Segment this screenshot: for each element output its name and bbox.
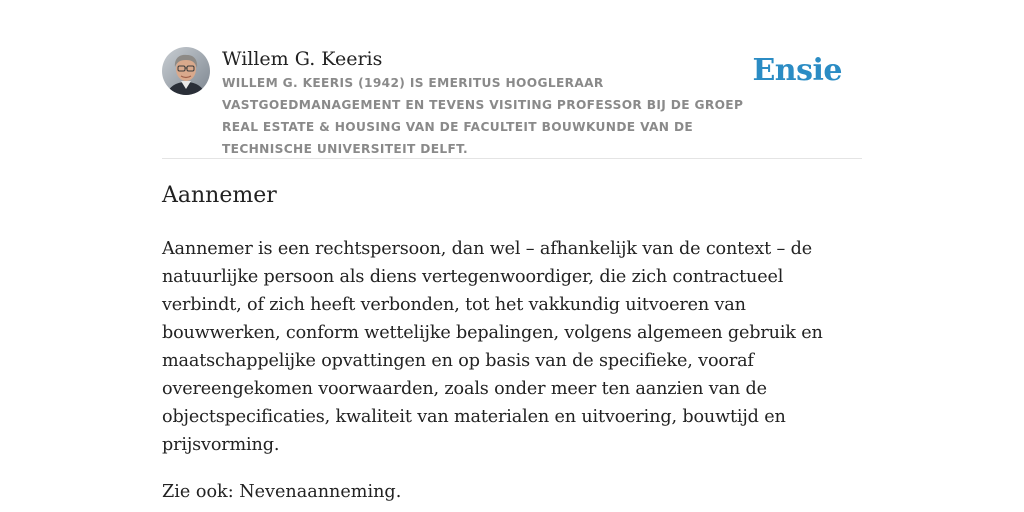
author-name[interactable]: Willem G. Keeris bbox=[222, 48, 383, 70]
entry-title: Aannemer bbox=[162, 183, 277, 208]
see-also-link-nevenaanneming[interactable]: Nevenaanneming bbox=[239, 482, 396, 502]
entry-content bbox=[162, 180, 866, 506]
author-header bbox=[162, 47, 862, 159]
author-avatar[interactable] bbox=[162, 47, 210, 95]
author-bio: WILLEM G. KEERIS (1942) IS EMERITUS HOOGLERAAR VASTGOEDMANAGEMENT EN TEVENS VISITING PROFESSOR BIJ DE GROEP REAL ESTATE & HOUSING VAN DE FACULTEIT BOUWKUNDE VAN DE TECHNISCHE UNIVERSITEIT DELFT. bbox=[222, 76, 744, 156]
see-also-suffix: . bbox=[395, 482, 402, 502]
entry-definition: Aannemer is een rechtspersoon, dan wel – afhankelijk van de context – de natuurlijke persoon als diens vertegenwoordiger, die zich contractueel verbindt, of zich heeft verbonden, tot het vakkundig uitvoeren van bouwwerken, conform wettelijke bepalingen, volgens algemeen gebruik en maatschappelijke opvattingen en op basis van de specifieke, vooraf overeengekomen voorwaarden, zoals onder meer ten aanzien van de objectspecificaties, kwaliteit van materialen en uitvoering, bouwtijd en prijsvorming. bbox=[162, 239, 823, 455]
ensie-logo[interactable]: Ensie bbox=[752, 53, 842, 88]
see-also bbox=[162, 478, 866, 506]
see-also-prefix: Zie ook: bbox=[162, 482, 240, 502]
author-portrait-image bbox=[162, 47, 210, 95]
